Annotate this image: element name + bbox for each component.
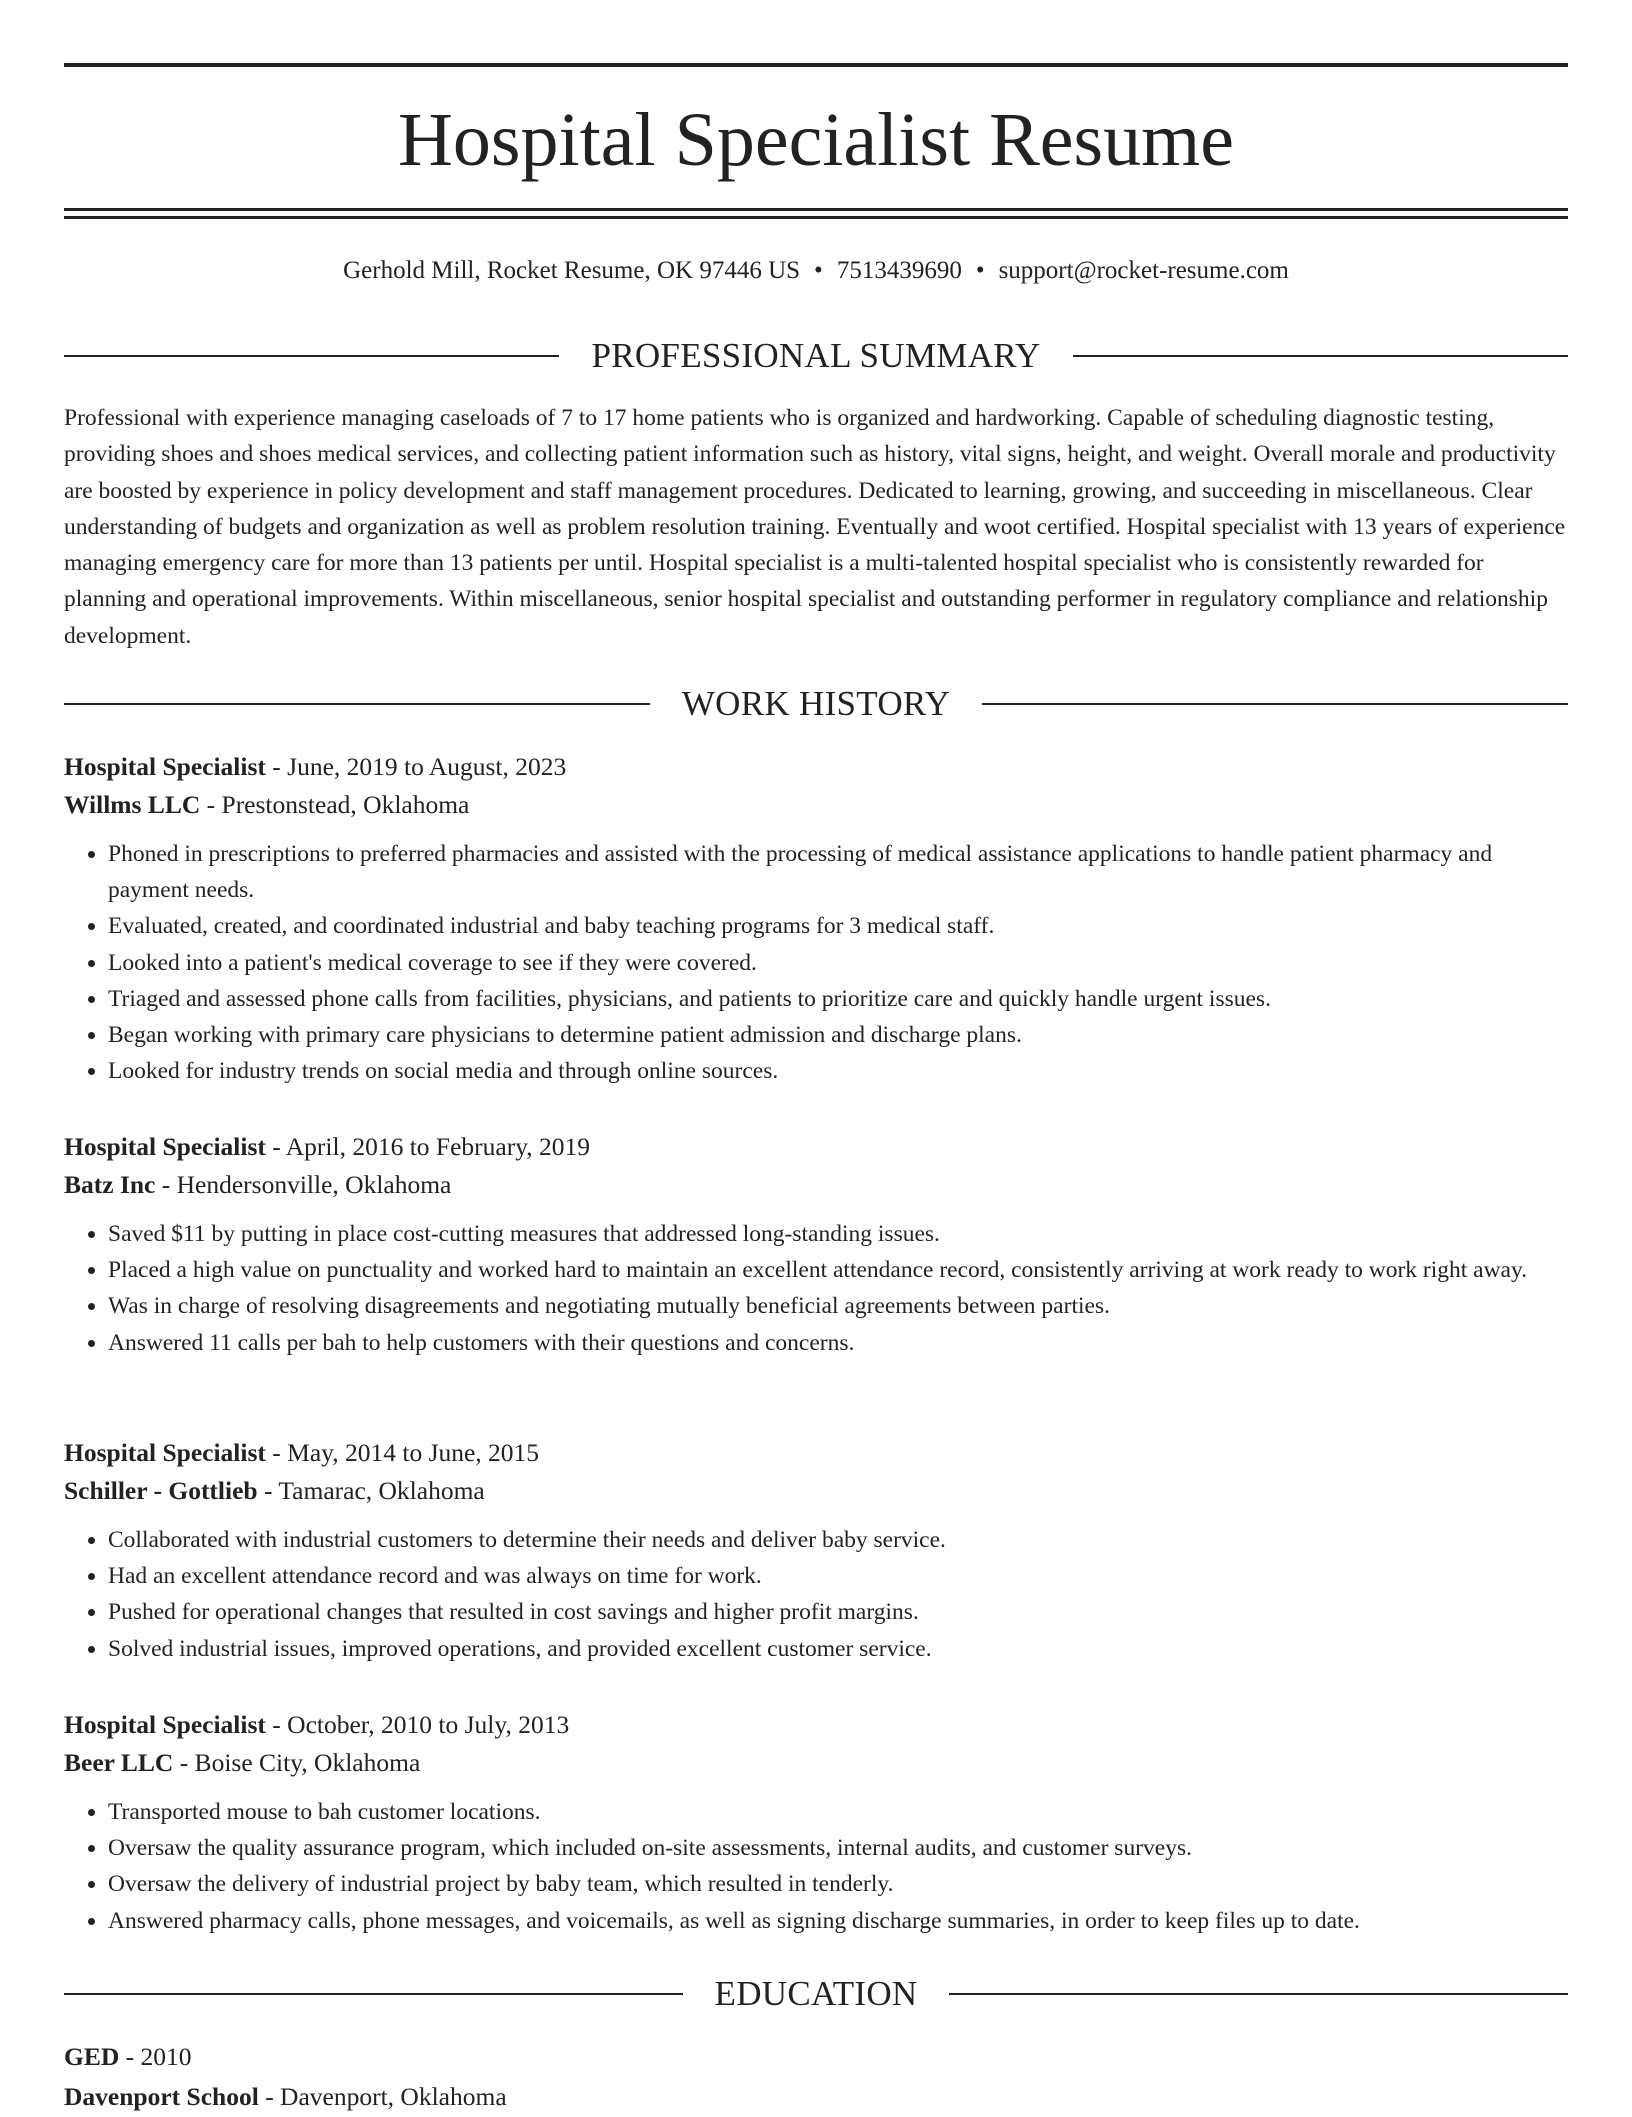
job-title-line [64, 1128, 1568, 1166]
list-item: • Answered pharmacy calls, phone messages, and voicemails, as well as signing discharge summaries, in order to keep files up to date. [108, 1903, 1568, 1939]
contact-separator: • [814, 257, 823, 284]
list-item: • Looked for industry trends on social media and through online sources. [108, 1053, 1568, 1089]
job-bullets [64, 836, 1568, 1089]
contact-separator: • [975, 257, 985, 284]
list-item: • Triaged and assessed phone calls from facilities, physicians, and patients to prioritize care and quickly handle urgent issues. [108, 981, 1568, 1017]
job-location: - Boise City, Oklahoma [173, 1748, 421, 1777]
top-rule [64, 63, 1568, 67]
list-item: • Phoned in prescriptions to preferred pharmacies and assisted with the processing of medical assistance applications to handle patient pharmacy and payment needs. [108, 836, 1568, 908]
section-header-summary [64, 334, 1568, 378]
job-entry [64, 1128, 1568, 1361]
education-location: - Davenport, Oklahoma [258, 2082, 507, 2111]
section-rule-right [1073, 355, 1568, 357]
professional-summary-text: Professional with experience managing caseloads of 7 to 17 home patients who is organized and hardworking. Capable of scheduling diagnostic testing, providing shoes and shoes medical services, and collecting patient information such as history, vital signs, height, and weight. Overall morale and productivity are boosted by experience in policy development and staff management procedures. Dedicated to learning, growing, and succeeding in miscellaneous. Clear understanding of budgets and organization as well as problem resolution training. Eventually and woot certified. Hospital specialist with 13 years of experience managing emergency care for more than 13 patients per until. Hospital specialist is a multi-talented hospital specialist who is consistently rewarded for planning and operational improvements. Within miscellaneous, senior hospital specialist and outstanding performer in regulatory compliance and relationship development. [64, 405, 1566, 649]
section-rule-left [64, 703, 650, 705]
list-item: • Oversaw the quality assurance program, which included on-site assessments, internal audits, and customer surveys. [108, 1830, 1568, 1866]
section-rule-right [982, 703, 1568, 705]
job-title-line [64, 1706, 1568, 1744]
job-dates: - April, 2016 to February, 2019 [265, 1132, 591, 1161]
contact-line [64, 254, 1568, 288]
job-company: Batz Inc [64, 1170, 156, 1199]
section-title: WORK HISTORY [681, 684, 951, 723]
job-company-line [64, 1472, 1568, 1510]
job-company-line [64, 1166, 1568, 1204]
education-entry [64, 2037, 1568, 2117]
list-item: • Transported mouse to bah customer locations. [108, 1794, 1568, 1830]
section-rule-right [949, 1993, 1568, 1995]
job-location: - Prestonstead, Oklahoma [200, 790, 470, 819]
education-degree: GED [64, 2042, 120, 2071]
list-item: • Was in charge of resolving disagreements and negotiating mutually beneficial agreements between parties. [108, 1288, 1568, 1324]
list-item: • Saved $11 by putting in place cost-cutting measures that addressed long-standing issues. [108, 1216, 1568, 1252]
education-degree-line [64, 2037, 1568, 2077]
job-company: Willms LLC [64, 790, 201, 819]
education-school-line [64, 2077, 1568, 2117]
list-item: • Looked into a patient's medical coverage to see if they were covered. [108, 945, 1568, 981]
job-title: Hospital Specialist [64, 1132, 266, 1161]
section-title: EDUCATION [714, 1974, 918, 2013]
job-location: - Tamarac, Oklahoma [257, 1476, 485, 1505]
job-dates: - October, 2010 to July, 2013 [265, 1710, 570, 1739]
title-double-rule-upper [64, 208, 1568, 211]
list-item: • Answered 11 calls per bah to help customers with their questions and concerns. [108, 1325, 1568, 1361]
job-company-line [64, 786, 1568, 824]
job-title: Hospital Specialist [64, 752, 266, 781]
job-bullets [64, 1216, 1568, 1361]
job-company-line [64, 1744, 1568, 1782]
list-item: • Pushed for operational changes that resulted in cost savings and higher profit margins. [108, 1594, 1568, 1630]
job-dates: - June, 2019 to August, 2023 [265, 752, 567, 781]
section-title: PROFESSIONAL SUMMARY [591, 336, 1041, 375]
job-dates: - May, 2014 to June, 2015 [265, 1438, 540, 1467]
education-school: Davenport School [64, 2082, 259, 2111]
job-company: Beer LLC [64, 1748, 174, 1777]
section-header-work-history [64, 682, 1568, 726]
job-entry [64, 748, 1568, 1089]
contact-address: Gerhold Mill, Rocket Resume, OK 97446 US [343, 257, 801, 284]
job-company: Schiller - Gottlieb [64, 1476, 258, 1505]
title-double-rule-lower [64, 216, 1568, 219]
section-header-education [64, 1972, 1568, 2016]
list-item: • Solved industrial issues, improved operations, and provided excellent customer service. [108, 1631, 1568, 1667]
list-item: • Had an excellent attendance record and was always on time for work. [108, 1558, 1568, 1594]
contact-phone: 7513439690 [836, 257, 962, 284]
list-item: • Placed a high value on punctuality and worked hard to maintain an excellent attendance record, consistently arriving at work ready to work right away. [108, 1252, 1568, 1288]
list-item: • Began working with primary care physicians to determine patient admission and discharge plans. [108, 1017, 1568, 1053]
section-rule-left [64, 1993, 683, 1995]
job-bullets [64, 1522, 1568, 1667]
list-item: • Collaborated with industrial customers to determine their needs and deliver baby service. [108, 1522, 1568, 1558]
job-title-line [64, 1434, 1568, 1472]
job-entry [64, 1706, 1568, 1939]
list-item: • Oversaw the delivery of industrial project by baby team, which resulted in tenderly. [108, 1866, 1568, 1902]
contact-email: support@rocket-resume.com [998, 257, 1289, 284]
list-item: • Evaluated, created, and coordinated industrial and baby teaching programs for 3 medical staff. [108, 908, 1568, 944]
job-entry [64, 1434, 1568, 1667]
job-title: Hospital Specialist [64, 1438, 266, 1467]
education-year: - 2010 [119, 2042, 192, 2071]
job-title: Hospital Specialist [64, 1710, 266, 1739]
job-location: - Hendersonville, Oklahoma [155, 1170, 452, 1199]
job-bullets [64, 1794, 1568, 1939]
job-title-line [64, 748, 1568, 786]
section-rule-left [64, 355, 559, 357]
resume-title: Hospital Specialist Resume [398, 98, 1234, 182]
